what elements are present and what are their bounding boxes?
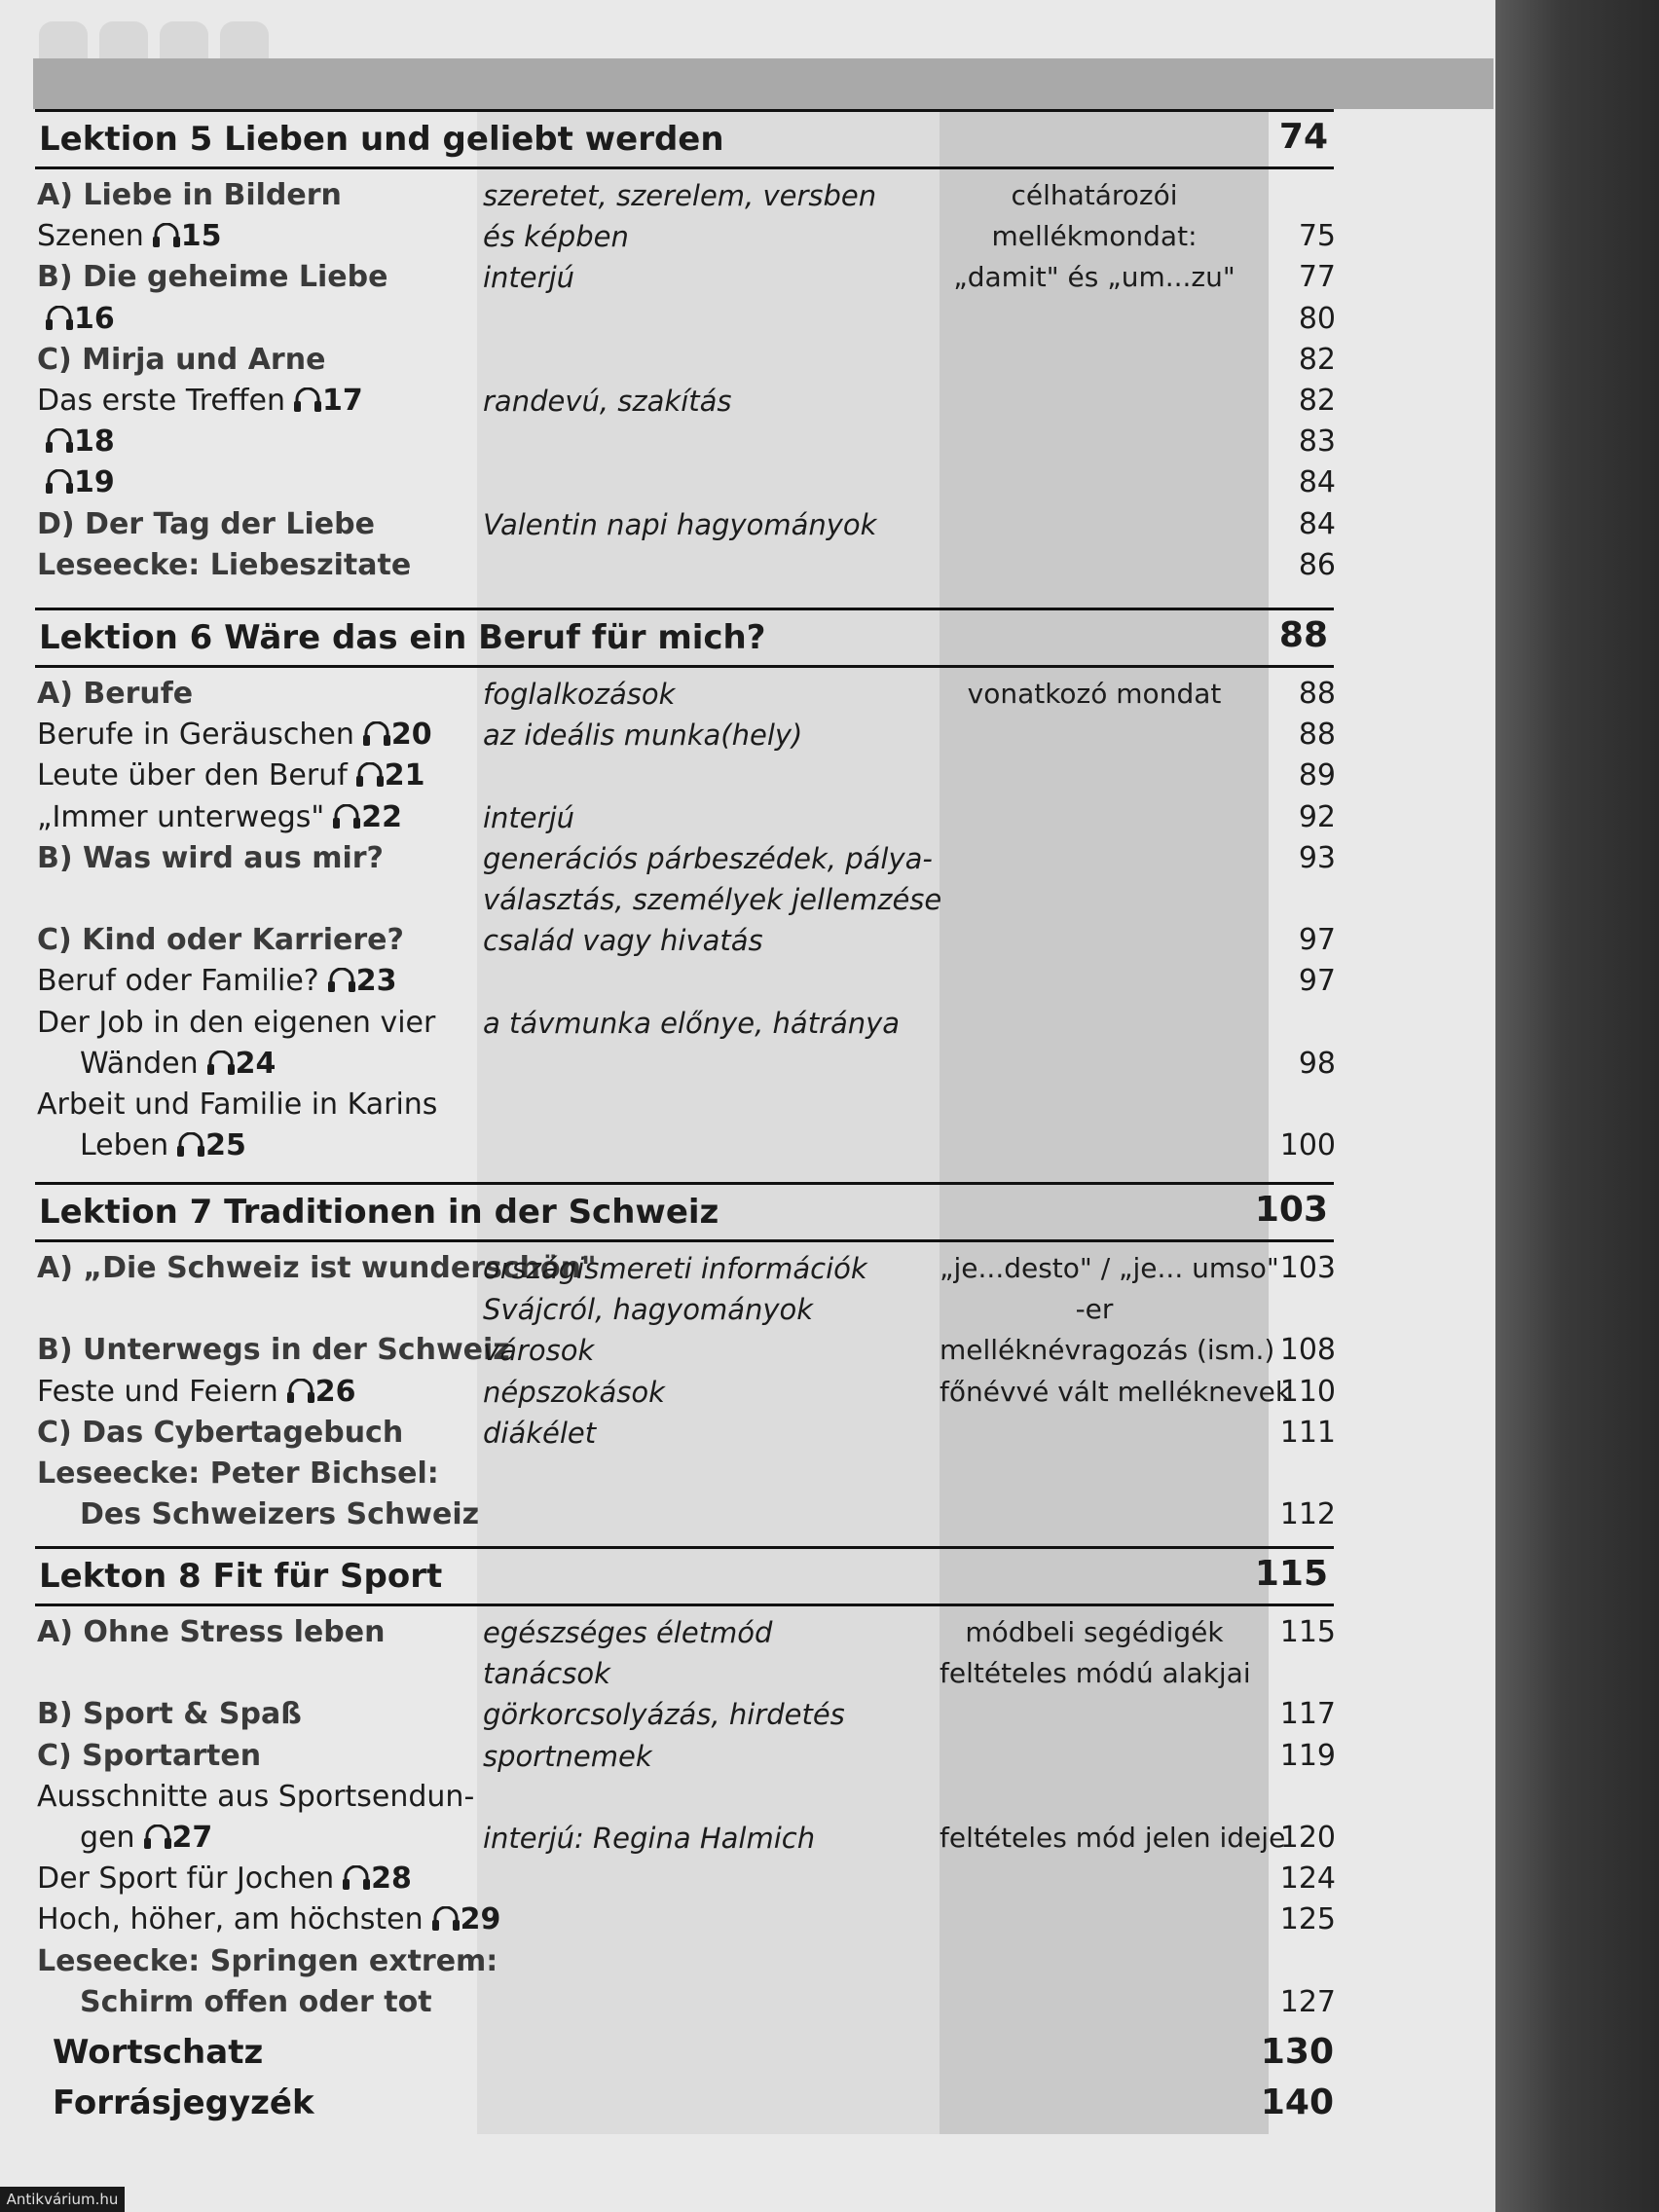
entry-title-text: Arbeit und Familie in Karins — [37, 1088, 438, 1122]
lesson-page-number: 115 — [1254, 1554, 1328, 1594]
toc-row — [0, 1736, 1363, 1777]
toc-row — [0, 1248, 1363, 1289]
entry-title-text: Feste und Feiern — [37, 1374, 278, 1409]
toc-row — [0, 1694, 1363, 1735]
entry-page-number: 103 — [1279, 1251, 1336, 1285]
entry-title-text: C) Sportarten — [37, 1738, 262, 1773]
toc-row — [0, 1085, 1363, 1125]
lesson-page-number: 88 — [1278, 615, 1328, 655]
entry-page-number: 75 — [1298, 219, 1336, 254]
entry-title — [37, 1494, 479, 1535]
entry-title-text: Szenen — [37, 219, 144, 254]
entry-title — [37, 504, 375, 545]
entry-title — [37, 299, 115, 340]
entry-title-text: Das erste Treffen — [37, 384, 286, 418]
entry-page-number: 89 — [1298, 758, 1336, 793]
entry-page-number: 86 — [1298, 547, 1336, 582]
entry-title — [37, 422, 115, 462]
entry-title-text: A) „Die Schweiz ist wunderschön" — [37, 1251, 597, 1285]
headphones-icon — [206, 1051, 236, 1076]
entry-title-text: Leseecke: Peter Bichsel: — [37, 1456, 439, 1491]
entry-title-text: A) Berufe — [37, 677, 194, 711]
entry-title — [37, 381, 363, 422]
lesson-page-number: 74 — [1278, 117, 1328, 157]
toc-row — [0, 961, 1363, 1002]
entry-title — [37, 175, 342, 216]
toc-row — [0, 1330, 1363, 1371]
entry-page-number: 125 — [1279, 1902, 1336, 1937]
toc-row — [0, 1653, 1363, 1694]
toc-row — [0, 1859, 1363, 1899]
entry-title-text: Schirm offen oder tot — [80, 1984, 432, 2019]
entry-title — [37, 1899, 500, 1940]
toc-row — [0, 920, 1363, 961]
lesson-title: Lektion 7 Traditionen in der Schweiz — [39, 1193, 719, 1232]
entry-grammar: -er — [1075, 1293, 1114, 1326]
audio-track-number: 27 — [171, 1821, 213, 1855]
headphones-icon — [286, 1379, 315, 1404]
entry-title-text: Leseecke: Springen extrem: — [37, 1943, 498, 1978]
entry-page-number: 120 — [1279, 1821, 1336, 1855]
headphones-icon — [45, 469, 74, 495]
entry-title-text: A) Liebe in Bildern — [37, 178, 342, 212]
entry-page-number: 124 — [1279, 1862, 1336, 1897]
entry-title — [37, 1413, 403, 1454]
entry-page-number: 112 — [1279, 1497, 1336, 1532]
appendix-title: Wortschatz — [53, 2033, 264, 2072]
entry-topic: interjú — [483, 800, 575, 834]
entry-title — [37, 257, 387, 298]
entry-title — [37, 1330, 510, 1371]
entry-title-text: B) Sport & Spaß — [37, 1697, 302, 1732]
entry-title-text: A) Ohne Stress leben — [37, 1615, 386, 1649]
entry-topic: randevú, szakítás — [483, 385, 732, 418]
audio-track-number: 18 — [74, 424, 115, 460]
lesson-title: Lekton 8 Fit für Sport — [39, 1557, 443, 1596]
entry-page-number: 84 — [1298, 506, 1336, 541]
entry-title — [37, 1454, 439, 1494]
headphones-icon — [431, 1906, 461, 1932]
entry-topic: tanácsok — [483, 1657, 610, 1691]
entry-title — [37, 715, 432, 756]
entry-grammar: főnévvé vált melléknevek — [940, 1375, 1292, 1408]
entry-title-text: Leben — [80, 1128, 169, 1163]
entry-title-text: Hoch, höher, am höchsten — [37, 1902, 424, 1937]
entry-page-number: 82 — [1298, 342, 1336, 377]
entry-grammar: feltételes módú alakjai — [940, 1657, 1251, 1690]
toc-row — [0, 879, 1363, 920]
lesson-header — [35, 1182, 1334, 1242]
entry-title-text: B) Die geheime Liebe — [37, 260, 388, 295]
entry-title — [37, 1818, 212, 1859]
entry-grammar: mellékmondat: — [991, 220, 1198, 253]
entry-title-text: Ausschnitte aus Sportsendun- — [37, 1779, 475, 1814]
entry-topic: Valentin napi hagyományok — [483, 507, 877, 541]
toc-row — [0, 462, 1363, 503]
entry-title — [37, 797, 402, 838]
headphones-icon — [362, 721, 391, 747]
toc-row — [0, 1494, 1363, 1535]
toc-row — [0, 756, 1363, 796]
appendix-entry — [53, 2029, 1338, 2076]
entry-title-text: D) Der Tag der Liebe — [37, 506, 375, 541]
entry-page-number: 98 — [1298, 1046, 1336, 1081]
entry-title — [37, 216, 221, 257]
audio-track-number: 19 — [74, 465, 115, 500]
audio-track-number: 20 — [390, 718, 432, 753]
entry-title-text: C) Das Cybertagebuch — [37, 1415, 404, 1450]
entry-title — [37, 838, 384, 879]
entry-topic: és képben — [483, 220, 629, 254]
toc-row — [0, 1454, 1363, 1494]
audio-track-number: 16 — [74, 301, 115, 336]
audio-track-number: 15 — [180, 219, 222, 254]
entry-title — [37, 545, 411, 586]
entry-page-number: 83 — [1298, 424, 1336, 460]
toc-row — [0, 1818, 1363, 1859]
entry-title-text: Wänden — [80, 1046, 199, 1081]
entry-title — [37, 1736, 261, 1777]
audio-track-number: 25 — [205, 1128, 246, 1163]
entry-title — [37, 1372, 356, 1413]
entry-page-number: 97 — [1298, 964, 1336, 999]
entry-page-number: 117 — [1279, 1697, 1336, 1732]
lesson-page-number: 103 — [1254, 1190, 1328, 1230]
audio-track-number: 26 — [314, 1374, 356, 1409]
entry-grammar: „je...desto" / „je... umso" — [940, 1252, 1279, 1284]
toc-row — [0, 1289, 1363, 1330]
entry-page-number: 88 — [1298, 677, 1336, 711]
toc-row — [0, 545, 1363, 586]
entry-title — [37, 1612, 385, 1653]
entry-page-number: 110 — [1279, 1374, 1336, 1409]
entry-topic: foglalkozások — [483, 678, 676, 711]
headphones-icon — [45, 306, 74, 331]
audio-track-number: 29 — [460, 1902, 501, 1937]
entry-page-number: 77 — [1298, 260, 1336, 295]
entry-title — [37, 1044, 276, 1085]
toc-row — [0, 1125, 1363, 1166]
entry-title — [37, 1003, 435, 1044]
entry-title-text: C) Mirja und Arne — [37, 342, 326, 377]
entry-title — [37, 1694, 302, 1735]
entry-page-number: 97 — [1298, 923, 1336, 958]
entry-title-text: Des Schweizers Schweiz — [80, 1497, 480, 1532]
audio-track-number: 23 — [355, 964, 397, 999]
entry-page-number: 92 — [1298, 799, 1336, 834]
entry-title-text: gen — [80, 1821, 135, 1855]
entry-page-number: 100 — [1279, 1128, 1336, 1163]
toc-row — [0, 504, 1363, 545]
entry-title — [37, 1125, 246, 1166]
toc-row — [0, 257, 1363, 298]
entry-grammar: célhatározói — [1011, 179, 1178, 211]
audio-track-number: 17 — [322, 384, 363, 418]
audio-track-number: 21 — [384, 758, 425, 793]
entry-page-number: 93 — [1298, 840, 1336, 875]
entry-title-text: „Immer unterwegs" — [37, 799, 325, 834]
entry-title-text: B) Was wird aus mir? — [37, 840, 384, 875]
entry-grammar: vonatkozó mondat — [967, 678, 1222, 710]
entry-topic: szeretet, szerelem, versben — [483, 179, 877, 212]
entry-title — [37, 1859, 412, 1899]
toc-row — [0, 1044, 1363, 1085]
lesson-header — [35, 1546, 1334, 1606]
toc-row — [0, 1777, 1363, 1818]
entry-page-number: 88 — [1298, 718, 1336, 753]
entry-topic: család vagy hivatás — [483, 924, 763, 958]
entry-grammar: „damit" és „um...zu" — [953, 261, 1235, 294]
entry-title — [37, 1777, 474, 1818]
entry-topic: görkorcsolyázás, hirdetés — [483, 1698, 845, 1732]
entry-topic: választás, személyek jellemzése — [483, 883, 942, 916]
toc-row — [0, 340, 1363, 381]
headphones-icon — [143, 1825, 172, 1850]
top-grey-band — [33, 58, 1493, 109]
entry-page-number: 82 — [1298, 384, 1336, 418]
entry-page-number: 119 — [1279, 1738, 1336, 1773]
toc-row — [0, 175, 1363, 216]
headphones-icon — [327, 968, 356, 993]
entry-title-text: Berufe in Geräuschen — [37, 718, 354, 753]
lesson-title: Lektion 5 Lieben und geliebt werden — [39, 120, 724, 159]
entry-title-text: Der Sport für Jochen — [37, 1862, 335, 1897]
entry-grammar: feltételes mód jelen ideje — [940, 1822, 1286, 1854]
toc-row — [0, 1372, 1363, 1413]
entry-title-text: C) Kind oder Karriere? — [37, 923, 404, 958]
lesson-header — [35, 608, 1334, 668]
entry-topic: diákélet — [483, 1416, 597, 1450]
toc-row — [0, 797, 1363, 838]
headphones-icon — [45, 428, 74, 454]
toc-row — [0, 1413, 1363, 1454]
entry-title-text: Der Job in den eigenen vier — [37, 1005, 436, 1040]
toc-row — [0, 674, 1363, 715]
toc-row — [0, 715, 1363, 756]
entry-topic: sportnemek — [483, 1739, 652, 1773]
entry-title — [37, 1982, 432, 2023]
lesson-header — [35, 109, 1334, 169]
audio-track-number: 28 — [371, 1862, 412, 1897]
toc-row — [0, 1982, 1363, 2023]
entry-title-text: Leute über den Beruf — [37, 758, 348, 793]
toc-row — [0, 1612, 1363, 1653]
audio-track-number: 24 — [235, 1046, 276, 1081]
appendix-page-number: 130 — [1260, 2032, 1334, 2072]
entry-topic: népszokások — [483, 1375, 665, 1409]
headphones-icon — [332, 804, 361, 830]
entry-title-text: B) Unterwegs in der Schweiz — [37, 1333, 510, 1368]
headphones-icon — [355, 762, 385, 788]
toc-row — [0, 1941, 1363, 1982]
entry-title — [37, 340, 325, 381]
entry-title — [37, 462, 115, 503]
toc-row — [0, 422, 1363, 462]
entry-page-number: 127 — [1279, 1984, 1336, 2019]
entry-topic: a távmunka előnye, hátránya — [483, 1006, 901, 1040]
entry-topic: egészséges életmód — [483, 1616, 773, 1649]
entry-title — [37, 961, 396, 1002]
appendix-entry — [53, 2080, 1338, 2126]
entry-topic: interjú: Regina Halmich — [483, 1822, 816, 1855]
entry-title — [37, 1941, 498, 1982]
entry-topic: interjú — [483, 261, 575, 295]
entry-title-text: Beruf oder Familie? — [37, 964, 319, 999]
watermark: Antikvárium.hu — [0, 2187, 125, 2212]
entry-grammar: melléknévragozás (ism.) — [940, 1334, 1275, 1367]
entry-page-number: 111 — [1279, 1415, 1336, 1450]
entry-page-number: 108 — [1279, 1333, 1336, 1368]
entry-title-text: Leseecke: Liebeszitate — [37, 547, 412, 582]
toc-row — [0, 381, 1363, 422]
entry-topic: generációs párbeszédek, pálya- — [483, 841, 933, 875]
toc-row — [0, 838, 1363, 879]
entry-topic: Svájcról, hagyományok — [483, 1293, 814, 1327]
toc-row — [0, 299, 1363, 340]
toc-row — [0, 1899, 1363, 1940]
entry-page-number: 115 — [1279, 1615, 1336, 1649]
entry-topic: országismereti információk — [483, 1252, 867, 1285]
toc-row — [0, 1003, 1363, 1044]
entry-title — [37, 674, 193, 715]
entry-page-number: 80 — [1298, 301, 1336, 336]
entry-grammar: módbeli segédigék — [965, 1616, 1224, 1648]
appendix-page-number: 140 — [1260, 2083, 1334, 2122]
book-spine-shadow — [1495, 0, 1659, 2212]
entry-title — [37, 920, 404, 961]
headphones-icon — [293, 387, 322, 413]
headphones-icon — [152, 223, 181, 248]
toc-row — [0, 216, 1363, 257]
entry-title — [37, 1085, 437, 1125]
audio-track-number: 22 — [361, 799, 402, 834]
appendix-title: Forrásjegyzék — [53, 2083, 314, 2122]
lesson-title: Lektion 6 Wäre das ein Beruf für mich? — [39, 618, 766, 657]
headphones-icon — [176, 1132, 205, 1158]
entry-title — [37, 756, 425, 796]
entry-page-number: 84 — [1298, 465, 1336, 500]
entry-topic: az ideális munka(hely) — [483, 719, 803, 753]
entry-topic: városok — [483, 1334, 595, 1368]
headphones-icon — [342, 1865, 371, 1891]
